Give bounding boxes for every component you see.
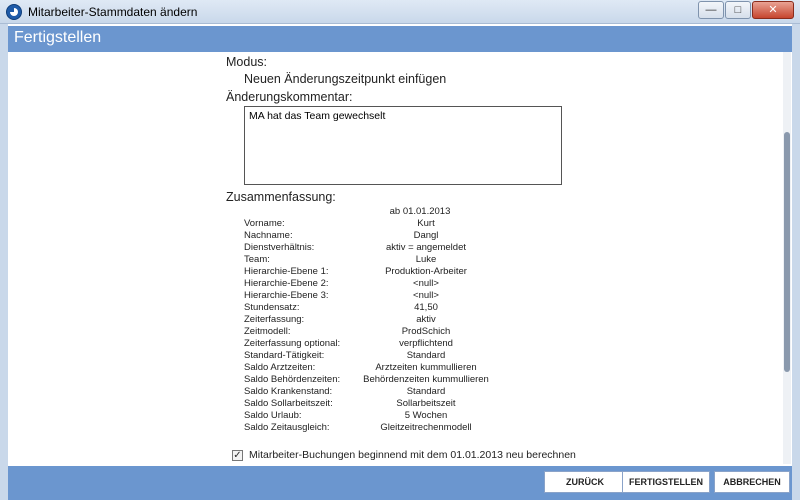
summary-value: Luke — [415, 254, 437, 265]
summary-value: Dangl — [413, 230, 439, 241]
summary-key: Hierarchie-Ebene 1: — [244, 266, 329, 277]
summary-value: Standard — [406, 350, 446, 361]
comment-label: Änderungskommentar: — [226, 90, 353, 104]
summary-row — [244, 398, 504, 410]
window-controls — [697, 1, 794, 19]
summary-row — [244, 326, 504, 338]
summary-value: aktiv — [416, 314, 436, 325]
summary-value: 5 Wochen — [404, 410, 448, 421]
window-border-right — [792, 24, 800, 500]
summary-key: Zeiterfassung: — [244, 314, 305, 325]
summary-row — [244, 362, 504, 374]
recalc-checkbox[interactable]: ✓ — [233, 449, 242, 461]
summary-value: ProdSchich — [401, 326, 451, 337]
summary-value: 41,50 — [414, 302, 438, 313]
summary-key: Saldo Zeitausgleich: — [244, 422, 330, 433]
finish-button[interactable]: FERTIGSTELLEN — [622, 471, 710, 493]
summary-label: Zusammenfassung: — [226, 190, 336, 204]
back-button[interactable]: ZURÜCK — [544, 471, 626, 493]
recalc-checkbox-row[interactable] — [232, 449, 576, 461]
app-logo-icon — [6, 4, 22, 20]
summary-row — [244, 338, 504, 350]
minimize-button[interactable]: — — [698, 1, 724, 19]
summary-row — [244, 218, 504, 230]
summary-value: Kurt — [417, 218, 435, 229]
vertical-scrollbar[interactable] — [783, 52, 791, 464]
recalc-checkbox-label: Mitarbeiter-Buchungen beginnend mit dem 01.01.2013 neu berechnen — [249, 449, 576, 461]
summary-date-header: ab 01.01.2013 — [389, 206, 451, 217]
summary-key: Saldo Urlaub: — [244, 410, 302, 421]
summary-value: Arztzeiten kummullieren — [375, 362, 477, 373]
summary-key: Standard-Tätigkeit: — [244, 350, 325, 361]
page-title: Fertigstellen — [14, 29, 102, 46]
summary-key: Zeitmodell: — [244, 326, 291, 337]
summary-row — [244, 242, 504, 254]
summary-key: Zeiterfassung optional: — [244, 338, 341, 349]
scrollbar-thumb[interactable] — [784, 132, 790, 372]
summary-key: Nachname: — [244, 230, 293, 241]
summary-key: Hierarchie-Ebene 3: — [244, 290, 329, 301]
window-titlebar — [0, 0, 800, 24]
summary-value: <null> — [413, 290, 439, 301]
window-border-left — [0, 24, 8, 500]
summary-row — [244, 266, 504, 278]
summary-value: Standard — [406, 386, 446, 397]
summary-key: Dienstverhältnis: — [244, 242, 315, 253]
summary-key: Saldo Behördenzeiten: — [244, 374, 341, 385]
summary-row — [244, 314, 504, 326]
summary-row — [244, 254, 504, 266]
summary-key: Saldo Sollarbeitszeit: — [244, 398, 333, 409]
summary-key: Vorname: — [244, 218, 285, 229]
wizard-header — [8, 26, 792, 52]
close-button[interactable]: ✕ — [752, 1, 794, 19]
summary-value: aktiv = angemeldet — [385, 242, 466, 253]
summary-row — [244, 374, 504, 386]
summary-key: Hierarchie-Ebene 2: — [244, 278, 329, 289]
summary-row — [244, 422, 504, 434]
summary-row — [244, 410, 504, 422]
cancel-button[interactable]: ABBRECHEN — [714, 471, 790, 493]
window-title: Mitarbeiter-Stammdaten ändern — [28, 5, 198, 19]
wizard-footer — [8, 466, 792, 500]
summary-value: Gleitzeitrechenmodell — [380, 422, 472, 433]
summary-value: verpflichtend — [399, 338, 453, 349]
summary-row — [244, 290, 504, 302]
summary-table — [244, 218, 504, 434]
modus-value: Neuen Änderungszeitpunkt einfügen — [244, 72, 447, 86]
maximize-button[interactable]: □ — [725, 1, 751, 19]
summary-row — [244, 302, 504, 314]
summary-key: Saldo Arztzeiten: — [244, 362, 316, 373]
comment-textarea[interactable]: MA hat das Team gewechselt — [244, 106, 562, 185]
summary-row — [244, 230, 504, 242]
summary-key: Stundensatz: — [244, 302, 300, 313]
summary-key: Saldo Krankenstand: — [244, 386, 333, 397]
summary-key: Team: — [244, 254, 270, 265]
modus-label: Modus: — [226, 55, 267, 69]
summary-value: Sollarbeitszeit — [396, 398, 456, 409]
summary-value: Produktion-Arbeiter — [385, 266, 467, 277]
summary-row — [244, 350, 504, 362]
summary-value: Behördenzeiten kummullieren — [363, 374, 489, 385]
summary-value: <null> — [413, 278, 439, 289]
summary-row — [244, 278, 504, 290]
summary-row — [244, 386, 504, 398]
